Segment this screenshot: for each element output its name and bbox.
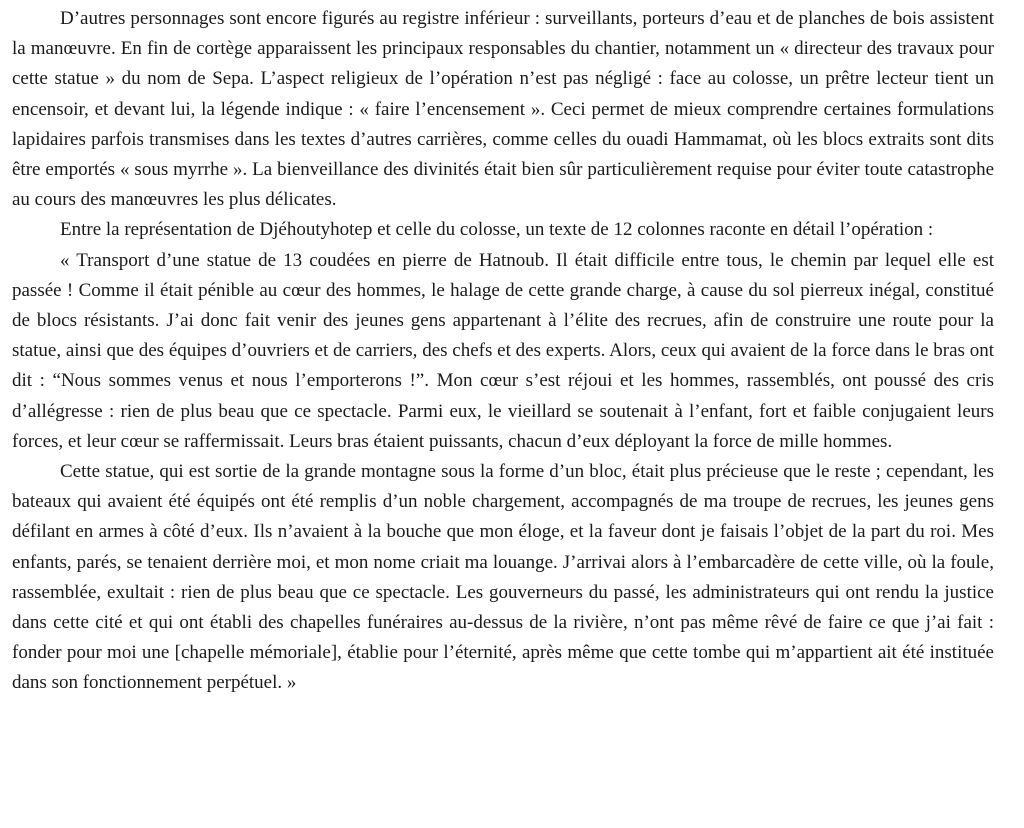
paragraph-texte-12-colonnes: Entre la représentation de Djéhoutyhotep et celle du colosse, un texte de 12 colonnes raconte en détail l’opération : — [60, 219, 934, 241]
paragraph-registre-inferieur: D’autres personnages sont encore figurés au registre inférieur : surveillants, porteurs d’eau et de planches de bois assistent la manœuvre. En fin de cortège apparaissent les principaux responsables du chantier, notamment un « directeur des travaux pour cette statue » du nom de Sepa. L’aspect religieux de l’opération n’est pas négligé : face au colosse, un prêtre lecteur tient un encensoir, et devant lui, la légende indique : « faire l’encensement ». Ceci permet de mieux comprendre certaines formulations lapidaires parfois transmises dans les textes d’autres carrières, comme celles du ouadi Hammamat, où les blocs extraits sont dits être emportés « sous myrrhe ». La bienveillance des divinités était bien sûr particulièrement requise pour éviter toute catastrophe au cours des manœuvres les plus délicates. — [12, 8, 994, 211]
paragraph-statue-embarcadere: Cette statue, qui est sortie de la grande montagne sous la forme d’un bloc, était plus précieuse que le reste ; cependant, les bateaux qui avaient été équipés ont été remplis d’un noble chargement, accompagnés de ma troupe de recrues, les jeunes gens défilant en armes à côté d’eux. Ils n’avaient à la bouche que mon éloge, et la faveur dont je faisais l’objet de la part du roi. Mes enfants, parés, se tenaient derrière moi, et mon nome criait ma louange. J’arrivai alors à l’embarcadère de cette ville, où la foule, rassemblée, exultait : rien de plus beau que ce spectacle. Les gouverneurs du passé, les administrateurs qui ont rendu la justice dans cette cité et qui ont établi des chapelles funéraires au-dessus de la rivière, n’ont pas même rêvé de faire ce que j’ai fait : fonder pour moi une [chapelle mémoriale], établie pour l’éternité, après même que cette tombe qui m’appartient ait été instituée dans son fonctionnement perpétuel. » — [12, 461, 994, 694]
paragraph-transport-statue-quote: « Transport d’une statue de 13 coudées en pierre de Hatnoub. Il était difficile entre tous, le chemin par lequel elle est passée ! Comme il était pénible au cœur des hommes, le halage de cette grande charge, à cause du sol pierreux inégal, constitué de blocs résistants. J’ai donc fait venir des jeunes gens appartenant à l’élite des recrues, afin de construire une route pour la statue, ainsi que des équipes d’ouvriers et de carriers, des chefs et des experts. Alors, ceux qui avaient de la force dans le bras ont dit : “Nous sommes venus et nous l’emporterons !”. Mon cœur s’est réjoui et les hommes, rassemblés, ont poussé des cris d’allégresse : rien de plus beau que ce spectacle. Parmi eux, le vieillard se soutenait à l’enfant, fort et faible conjugaient leurs forces, et leur cœur se raffermissait. Leurs bras étaient puissants, chacun d’eux déployant la force de mille hommes. — [12, 249, 994, 452]
